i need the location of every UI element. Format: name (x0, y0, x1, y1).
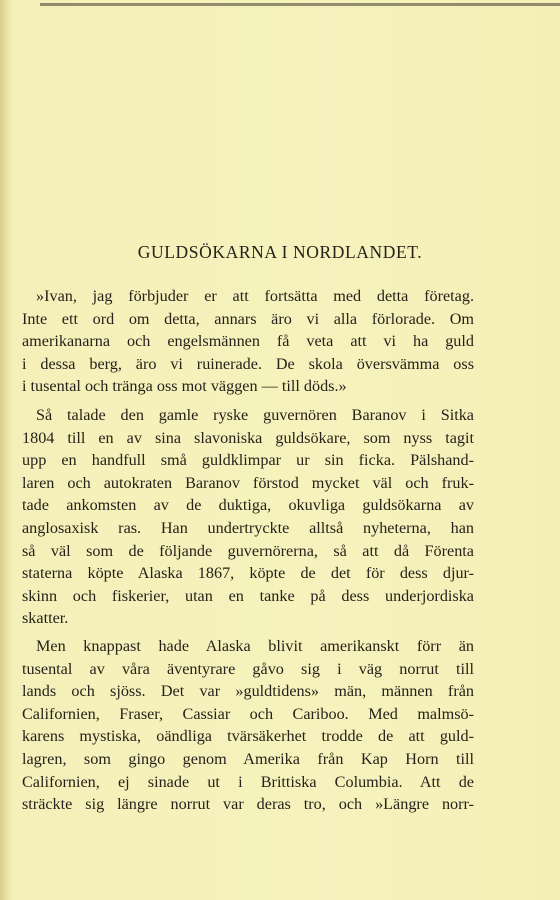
text-line: i dessa berg, äro vi ruinerade. De skola översvämma oss (22, 354, 474, 373)
page-binding-shadow (0, 0, 10, 900)
text-line: lagren, som gingo genom Amerika från Kap Horn till (22, 749, 474, 768)
text-line: Californien, Fraser, Cassiar och Cariboo. Med malmsö- (22, 704, 474, 723)
text-line: tade ankomsten av de duktiga, okuvliga guldsökarna av (22, 496, 474, 515)
paragraph-3 (22, 635, 474, 816)
text-line: 1804 till en av sina slavoniska guldsökare, som nyss tagit (22, 428, 474, 447)
chapter-title: GULDSÖKARNA I NORDLANDET. (137, 242, 423, 262)
text-line: anglosaxisk ras. Han undertryckte alltså nyheterna, han (22, 518, 474, 537)
text-line: sträckte sig längre norrut var deras tro, och »Längre norr- (22, 795, 474, 814)
paragraph-1 (22, 285, 474, 398)
text-line: karens mystiska, oändliga tvärsäkerhet trodde de att guld- (22, 727, 474, 746)
text-line: så väl som de följande guvernörerna, så att då Förenta (22, 541, 474, 560)
text-line: »Ivan, jag förbjuder er att fortsätta med detta företag. (36, 287, 474, 305)
text-line: Inte ett ord om detta, annars äro vi alla förlorade. Om (22, 309, 474, 328)
paragraph-2 (22, 404, 474, 630)
text-line: staterna köpte Alaska 1867, köpte de det för dess djur- (22, 564, 474, 583)
text-line: i tusental och tränga oss mot väggen — till döds.» (22, 377, 347, 396)
text-line: skinn och fiskerier, utan en tanke på dess underjordiska (22, 586, 474, 605)
text-line: lands och sjöss. Det var »guldtidens» män, männen från (22, 682, 474, 701)
text-line: tusental av våra äventyrare gåvo sig i väg norrut till (22, 659, 474, 678)
text-line: laren och autokraten Baranov förstod mycket väl och fruk- (22, 473, 474, 492)
text-line: upp en handfull små guldklimpar ur sin ficka. Pälshand- (22, 451, 474, 470)
top-rule (40, 3, 560, 6)
text-line: Californien, ej sinade ut i Brittiska Columbia. Att de (22, 772, 474, 791)
text-line: amerikanarna och engelsmännen få veta att vi ha guld (22, 332, 474, 351)
text-line: skatter. (22, 609, 69, 628)
text-line: Men knappast hade Alaska blivit amerikanskt förr än (36, 637, 474, 655)
text-line: Så talade den gamle ryske guvernören Baranov i Sitka (36, 406, 474, 424)
